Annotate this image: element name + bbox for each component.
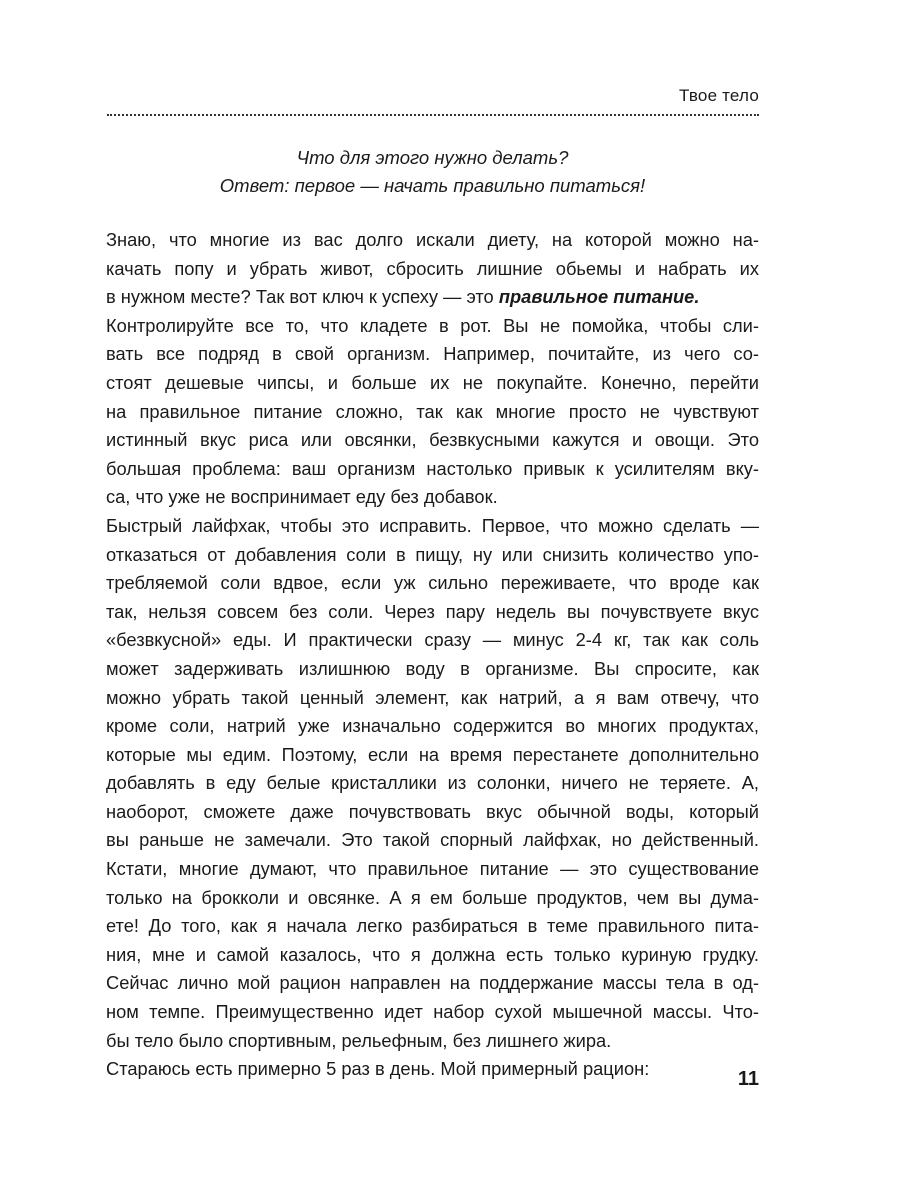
body-text [106, 226, 759, 1084]
text-line [106, 283, 759, 312]
text-line: ния, мне и самой казалось, что я должна есть только куриную грудку. [106, 943, 759, 965]
text-line: Стараюсь есть примерно 5 раз в день. Мой примерный рацион: [106, 1058, 650, 1080]
text-line: отказаться от добавления соли в пищу, ну или снизить количество упо- [106, 543, 759, 565]
text-line: Кстати, многие думают, что правильное питание — это существование [106, 858, 759, 880]
text-line: требляемой соли вдвое, если уж сильно переживаете, что вроде как [106, 572, 759, 594]
text-line: истинный вкус риса или овсянки, безвкусными кажутся и овощи. Это [106, 429, 759, 451]
section-subtitle [106, 144, 759, 200]
running-header: Твое тело [679, 86, 759, 105]
page-number: 11 [737, 1068, 759, 1090]
text-line: ном темпе. Преимущественно идет набор сухой мышечной массы. Что- [106, 1001, 759, 1023]
text-line: Быстрый лайфхак, чтобы это исправить. Первое, что можно сделать — [106, 514, 759, 536]
text-line: Знаю, что многие из вас долго искали диету, на которой можно на- [106, 229, 759, 250]
text-line: Контролируйте все то, что кладете в рот. Вы не помойка, чтобы сли- [106, 314, 759, 336]
text-line: вать все подряд в свой организм. Например, почитайте, из чего со- [106, 343, 759, 365]
text-line: которые мы едим. Поэтому, если на время перестанете дополнительно [106, 743, 759, 765]
text-line-start: в нужном месте? Так вот ключ к успеху — это [106, 286, 499, 308]
text-line: так, нельзя совсем без соли. Через пару недель вы почувствуете вкус [106, 600, 759, 622]
text-line: на правильное питание сложно, так как многие просто не чувствуют [106, 400, 759, 422]
text-line: качать попу и убрать живот, сбросить лишние обьемы и набрать их [106, 257, 759, 279]
text-line: наоборот, сможете даже почувствовать вкус обычной воды, который [106, 800, 759, 822]
text-line: ете! До того, как я начала легко разбираться в теме правильного пита- [106, 915, 759, 937]
text-line: кроме соли, натрий уже изначально содержится во многих продуктах, [106, 715, 759, 737]
text-line: бы тело было спортивным, рельефным, без лишнего жира. [106, 1029, 612, 1051]
subtitle-question: Что для этого нужно делать? [296, 147, 569, 168]
header-divider [107, 114, 759, 116]
text-line: большая проблема: ваш организм настолько привык к усилителям вку- [106, 457, 759, 479]
text-line: «безвкусной» еды. И практически сразу — минус 2-4 кг, так как соль [106, 629, 759, 651]
text-line: добавлять в еду белые кристаллики из солонки, ничего не теряете. А, [106, 772, 759, 794]
text-line: Сейчас лично мой рацион направлен на поддержание массы тела в од- [106, 972, 759, 994]
text-line: са, что уже не воспринимает еду без добавок. [106, 486, 498, 508]
subtitle-answer: Ответ: первое — начать правильно питаться! [219, 175, 646, 196]
text-line: стоят дешевые чипсы, и больше их не покупайте. Конечно, перейти [106, 371, 759, 393]
text-line: можно убрать такой ценный элемент, как натрий, а я вам отвечу, что [106, 686, 759, 708]
emphasized-phrase: правильное питание. [498, 286, 700, 308]
text-line: вы раньше не замечали. Это такой спорный лайфхак, но действенный. [106, 829, 759, 851]
text-line: может задерживать излишнюю воду в организме. Вы спросите, как [106, 657, 759, 679]
text-line: только на брокколи и овсянке. А я ем больше продуктов, чем вы дума- [106, 886, 759, 908]
